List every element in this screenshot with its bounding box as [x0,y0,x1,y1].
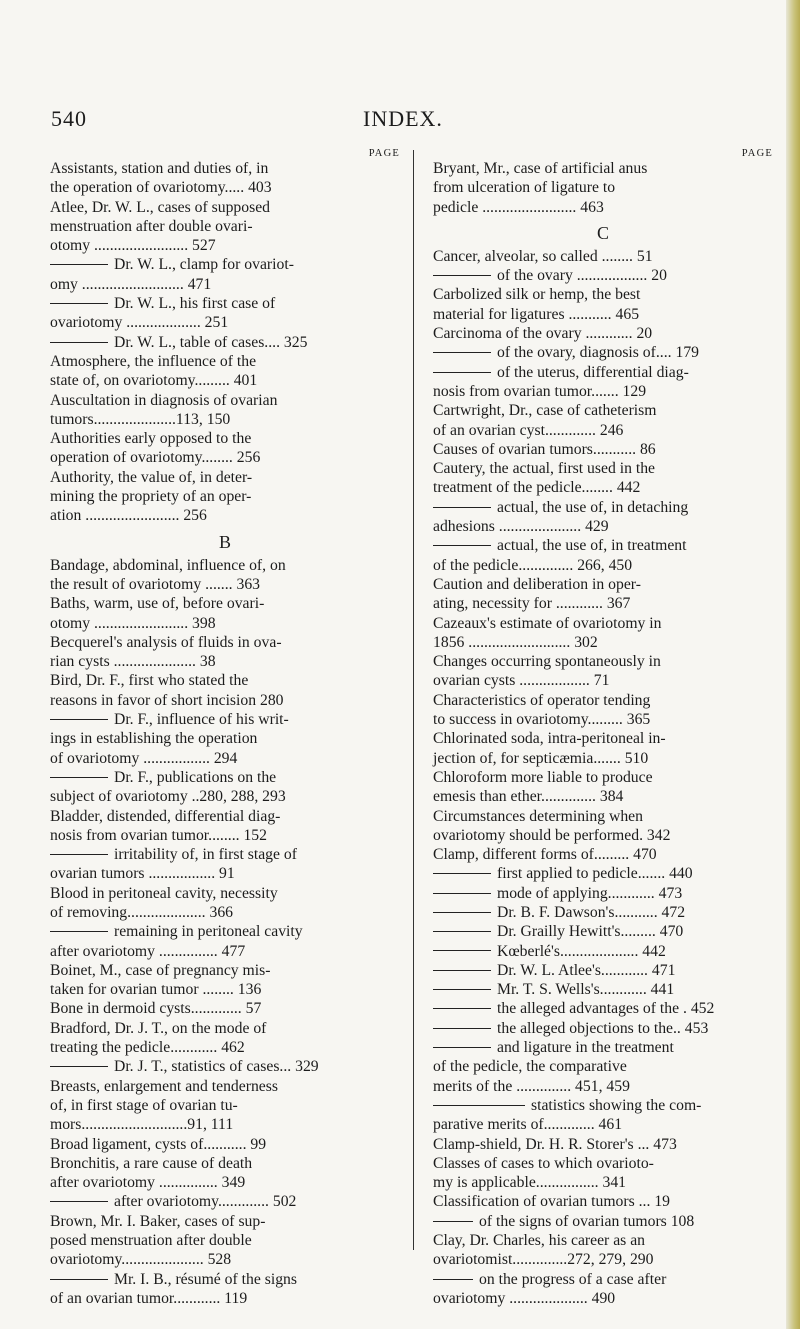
index-entry-line [433,324,773,343]
index-entry-line [50,1231,400,1250]
index-entry-line [433,198,773,217]
index-entry-line [50,942,400,961]
entry-text: Authority, the value of, in deter- [50,468,253,486]
entry-text: Assistants, station and duties of, in [50,160,269,177]
entry-text: Dr. Grailly Hewitt's......... 470 [497,923,684,941]
index-entry-line [50,255,400,274]
index-entry-line [433,942,773,961]
entry-text: the result of ovariotomy ....... 363 [50,575,261,593]
entry-text: parative merits of............. 461 [433,1116,623,1134]
index-entry-line [50,1212,400,1231]
entry-text: mode of applying............ 473 [497,884,683,902]
entry-text: ovariotomy .................... 490 [433,1289,616,1307]
page-number: 540 [51,106,87,131]
entry-text: adhesions ..................... 429 [433,518,609,536]
entry-text: of the pedicle.............. 266, 450 [433,556,633,574]
index-entry-line [433,652,773,671]
left-entry-list [50,159,400,1308]
entry-text: to success in ovariotomy......... 365 [433,711,651,729]
entry-text: of ovariotomy ................. 294 [50,749,238,767]
index-entry-line [50,487,400,506]
ditto-dash [50,1066,108,1067]
index-entry-line [433,1019,773,1038]
index-entry-line [433,710,773,729]
index-entry-line [433,556,773,575]
entry-text: emesis than ether.............. 384 [433,788,624,806]
page-title: INDEX. [363,106,443,131]
index-entry-line [433,807,773,826]
ditto-dash [433,1028,491,1029]
entry-text: first applied to pedicle....... 440 [497,865,693,883]
ditto-dash [50,264,108,265]
entry-text: Carcinoma of the ovary ............ 20 [433,325,653,343]
entry-text: of the ovary, diagnosis of.... 179 [497,344,700,362]
index-entry-line [50,826,400,845]
index-entry-line [50,845,400,864]
entry-text: Dr. J. T., statistics of cases... 329 [114,1058,319,1076]
entry-text: of the uterus, differential diag- [497,363,689,381]
index-entry-line [50,1270,400,1289]
column-divider [413,150,414,1250]
index-entry-line [50,671,400,690]
entry-text: treatment of the pedicle........ 442 [433,479,641,497]
index-entry-line [50,556,400,575]
index-entry-line [50,275,400,294]
ditto-dash [433,1047,491,1048]
entry-text: ings in establishing the operation [50,730,258,748]
index-entry-line [50,710,400,729]
index-entry-line [50,391,400,410]
entry-text: ovariotomy ................... 251 [50,314,229,332]
index-entry-line [433,178,773,197]
entry-text: tumors.....................113, 150 [50,410,231,428]
index-entry-line [50,903,400,922]
index-entry-line [433,1250,773,1269]
entry-text: remaining in peritoneal cavity [114,923,303,941]
index-entry-line [433,594,773,613]
index-entry-line [50,961,400,980]
ditto-dash [433,970,491,971]
entry-text: pedicle ........................ 463 [433,198,604,216]
ditto-dash [433,893,491,894]
index-entry-line [50,159,400,178]
entry-text: otomy ........................ 527 [50,237,216,255]
index-entry-line [50,614,400,633]
index-entry-line [50,1135,400,1154]
ditto-dash [433,989,491,990]
index-entry-line [433,305,773,324]
entry-text: Cartwright, Dr., case of catheterism [433,402,657,420]
entry-text: Clamp, different forms of......... 470 [433,846,657,864]
index-entry-line [50,198,400,217]
entry-text: Atlee, Dr. W. L., cases of supposed [50,198,271,216]
entry-text: ovarian tumors ................. 91 [50,865,235,883]
ditto-dash [433,950,491,951]
entry-text: Dr. B. F. Dawson's........... 472 [497,903,686,921]
ditto-dash [50,719,108,720]
entry-text: reasons in favor of short incision 280 [50,691,284,709]
ditto-dash [433,545,491,546]
index-entry-line [433,421,773,440]
entry-text: irritability of, in first stage of [114,846,297,864]
index-entry-line [50,1192,400,1211]
index-entry-line [433,1173,773,1192]
entry-text: ation ........................ 256 [50,507,207,525]
index-entry-line [50,652,400,671]
right-entry-list [433,159,773,1308]
index-entry-line [50,352,400,371]
index-entry-line [433,980,773,999]
entry-text: Causes of ovarian tumors........... 86 [433,440,656,458]
index-entry-line [50,506,400,525]
page-column-label: PAGE [741,148,773,159]
entry-text: 1856 .......................... 302 [433,633,598,651]
entry-text: material for ligatures ........... 465 [433,305,640,323]
ditto-dash [433,931,491,932]
entry-text: state of, on ovariotomy......... 401 [50,372,258,390]
entry-text: Classification of ovarian tumors ... 19 [433,1193,671,1211]
ditto-dash [433,1105,525,1106]
index-entry-line [433,1135,773,1154]
entry-text: Characteristics of operator tending [433,691,651,709]
entry-text: Carbolized silk or hemp, the best [433,286,641,304]
entry-text: mining the propriety of an oper- [50,488,252,506]
entry-text: Clamp-shield, Dr. H. R. Storer's ... 473 [433,1135,677,1153]
entry-text: Bandage, abdominal, influence of, on [50,556,286,574]
index-entry-line [433,401,773,420]
index-entry-line [433,671,773,690]
entry-text: Mr. I. B., résumé of the signs [114,1270,298,1288]
index-entry-line [50,294,400,313]
entry-text: menstruation after double ovari- [50,217,253,235]
entry-text: omy .......................... 471 [50,275,212,293]
section-letter: C [596,222,609,243]
index-entry-line [433,903,773,922]
ditto-dash [50,303,108,304]
index-entry-line [433,1154,773,1173]
ditto-dash [433,1008,491,1009]
entry-text: of an ovarian tumor............ 119 [50,1289,248,1307]
index-entry-line [433,1115,773,1134]
entry-text: otomy ........................ 398 [50,614,216,632]
index-entry-line [50,1154,400,1173]
entry-text: Dr. F., publications on the [114,768,277,786]
ditto-dash [50,854,108,855]
index-entry-line [50,217,400,236]
index-entry-line [50,980,400,999]
index-entry-line [50,787,400,806]
ditto-dash [50,1201,108,1202]
entry-text: Atmosphere, the influence of the [50,352,257,370]
index-entry-line [50,1115,400,1134]
index-entry-line [50,691,400,710]
index-entry-line [433,536,773,555]
entry-text: the alleged objections to the.. 453 [497,1019,709,1037]
entry-text: the operation of ovariotomy..... 403 [50,179,272,197]
index-entry-line [50,1038,400,1057]
entry-text: Broad ligament, cysts of........... 99 [50,1135,267,1153]
entry-text: mors...........................91, 111 [50,1116,234,1134]
ditto-dash [433,1279,473,1280]
index-entry-line [50,884,400,903]
entry-text: ovariotomist..............272, 279, 290 [433,1251,654,1269]
entry-text: Circumstances determining when [433,807,643,825]
entry-text: rian cysts ..................... 38 [50,653,216,671]
index-entry-line [433,343,773,362]
entry-text: of removing.................... 366 [50,903,234,921]
index-entry-line [50,1173,400,1192]
index-entry-line [433,768,773,787]
section-letter: B [218,531,231,552]
index-entry-line [50,178,400,197]
index-entry-line [50,1077,400,1096]
entry-text: jection of, for septicæmia....... 510 [433,749,649,767]
entry-text: Kœberlé's.................... 442 [497,942,666,960]
page-column-label: PAGE [368,148,400,159]
entry-text: Bryant, Mr., case of artificial anus [433,160,648,177]
entry-text: posed menstruation after double [50,1232,252,1250]
index-entry-line [50,999,400,1018]
entry-text: ovariotomy..................... 528 [50,1251,232,1269]
entry-text: Auscultation in diagnosis of ovarian [50,391,278,409]
ditto-dash [433,275,491,276]
index-entry-line [433,285,773,304]
entry-text: and ligature in the treatment [497,1039,674,1057]
index-entry-line [50,1250,400,1269]
ditto-dash [433,372,491,373]
entry-text: Authorities early opposed to the [50,430,252,448]
page-header [0,106,800,132]
index-entry-line [50,1019,400,1038]
entry-text: Bronchitis, a rare cause of death [50,1154,253,1172]
index-entry-line [433,614,773,633]
entry-text: Dr. W. L., table of cases.... 325 [114,333,308,351]
index-entry-line [50,749,400,768]
entry-text: subject of ovariotomy ..280, 288, 293 [50,788,286,806]
index-entry-line [433,1096,773,1115]
index-entry-line [433,440,773,459]
entry-text: of, in first stage of ovarian tu- [50,1096,238,1114]
entry-text: operation of ovariotomy........ 256 [50,449,261,467]
entry-text: after ovariotomy............. 502 [114,1193,297,1211]
entry-text: Dr. W. L. Atlee's............ 471 [497,961,676,979]
index-entry-line [50,922,400,941]
ditto-dash [433,912,491,913]
entry-text: ovarian cysts .................. 71 [433,672,610,690]
entry-text: treating the pedicle............ 462 [50,1039,245,1057]
index-entry-line [433,864,773,883]
entry-text: Cautery, the actual, first used in the [433,460,656,478]
index-entry-line [50,1289,400,1308]
index-entry-line [433,575,773,594]
entry-text: Bird, Dr. F., first who stated the [50,672,249,690]
index-entry-line [50,333,400,352]
index-entry-line [433,266,773,285]
index-entry-line [433,247,773,266]
index-entry-line [50,864,400,883]
entry-text: on the progress of a case after [479,1270,667,1288]
index-entry-line [433,478,773,497]
index-entry-line [50,633,400,652]
index-entry-line [50,313,400,332]
index-entry-line [433,922,773,941]
entry-text: Cazeaux's estimate of ovariotomy in [433,614,662,632]
entry-text: Mr. T. S. Wells's............ 441 [497,981,675,999]
left-column [50,148,400,1308]
index-entry-line [433,1192,773,1211]
entry-text: after ovariotomy ............... 477 [50,942,246,960]
index-entry-line [50,575,400,594]
index-entry-line [433,845,773,864]
index-entry-line [433,1077,773,1096]
index-entry-line [433,1038,773,1057]
index-entry-line [433,884,773,903]
entry-text: ovariotomy should be performed. 342 [433,826,671,844]
index-entry-line [50,448,400,467]
index-entry-line [433,159,773,178]
entry-text: nosis from ovarian tumor....... 129 [433,382,647,400]
index-entry-line [50,594,400,613]
entry-text: of the ovary .................. 20 [497,267,667,285]
index-entry-line [433,749,773,768]
ditto-dash [433,1221,473,1222]
entry-text: nosis from ovarian tumor........ 152 [50,826,267,844]
entry-text: Cancer, alveolar, so called ........ 51 [433,247,653,265]
page-edge [786,0,800,1329]
index-entry-line [433,691,773,710]
entry-text: Baths, warm, use of, before ovari- [50,595,265,613]
entry-text: of the pedicle, the comparative [433,1058,627,1076]
entry-text: the alleged advantages of the . 452 [497,1000,715,1018]
index-entry-line [50,1096,400,1115]
index-entry-line [433,633,773,652]
entry-text: Blood in peritoneal cavity, necessity [50,884,278,902]
entry-text: Caution and deliberation in oper- [433,575,641,593]
index-entry-line [50,1057,400,1076]
entry-text: taken for ovarian tumor ........ 136 [50,981,262,999]
ditto-dash [50,931,108,932]
index-entry-line [50,236,400,255]
entry-text: from ulceration of ligature to [433,179,616,197]
index-entry-line [433,826,773,845]
entry-text: actual, the use of, in treatment [497,537,687,555]
index-entry-line [50,429,400,448]
entry-text: Dr. W. L., clamp for ovariot- [114,256,294,274]
ditto-dash [50,1279,108,1280]
entry-text: after ovariotomy ............... 349 [50,1174,246,1192]
entry-text: Bladder, distended, differential diag- [50,807,281,825]
entry-text: Clay, Dr. Charles, his career as an [433,1232,645,1250]
index-entry-line [433,961,773,980]
ditto-dash [433,507,491,508]
entry-text: Breasts, enlargement and tenderness [50,1077,278,1095]
entry-text: Dr. F., influence of his writ- [114,711,289,729]
entry-text: ating, necessity for ............ 367 [433,595,631,613]
index-entry-line [50,371,400,390]
index-entry-line [433,1231,773,1250]
ditto-dash [433,352,491,353]
entry-text: Bradford, Dr. J. T., on the mode of [50,1019,267,1037]
entry-text: Chlorinated soda, intra-peritoneal in- [433,730,666,748]
entry-text: statistics showing the com- [531,1096,702,1114]
ditto-dash [50,342,108,343]
entry-text: Classes of cases to which ovarioto- [433,1154,654,1172]
ditto-dash [433,873,491,874]
index-entry-line [433,729,773,748]
index-entry-line [50,729,400,748]
entry-text: Changes occurring spontaneously in [433,653,661,671]
index-entry-line [433,1057,773,1076]
entry-text: Bone in dermoid cysts............. 57 [50,1000,262,1018]
index-entry-line [50,768,400,787]
index-entry-line [433,382,773,401]
index-entry-line [433,787,773,806]
entry-text: Becquerel's analysis of fluids in ova- [50,633,282,651]
entry-text: actual, the use of, in detaching [497,498,689,516]
index-entry-line [50,807,400,826]
index-entry-line [433,363,773,382]
entry-text: Brown, Mr. I. Baker, cases of sup- [50,1212,266,1230]
entry-text: Dr. W. L., his first case of [114,295,276,313]
index-entry-line [433,1212,773,1231]
entry-text: my is applicable................ 341 [433,1174,627,1192]
index-entry-line [433,1270,773,1289]
right-column [433,148,773,1308]
entry-text: Boinet, M., case of pregnancy mis- [50,961,271,979]
index-entry-line [433,517,773,536]
index-entry-line [433,498,773,517]
entry-text: of an ovarian cyst............. 246 [433,421,624,439]
ditto-dash [50,777,108,778]
entry-text: Chloroform more liable to produce [433,768,653,786]
index-entry-line [50,468,400,487]
entry-text: merits of the .............. 451, 459 [433,1077,630,1095]
entry-text: of the signs of ovarian tumors 108 [479,1212,695,1230]
index-entry-line [433,459,773,478]
index-entry-line [433,999,773,1018]
index-entry-line [50,410,400,429]
index-entry-line [433,1289,773,1308]
